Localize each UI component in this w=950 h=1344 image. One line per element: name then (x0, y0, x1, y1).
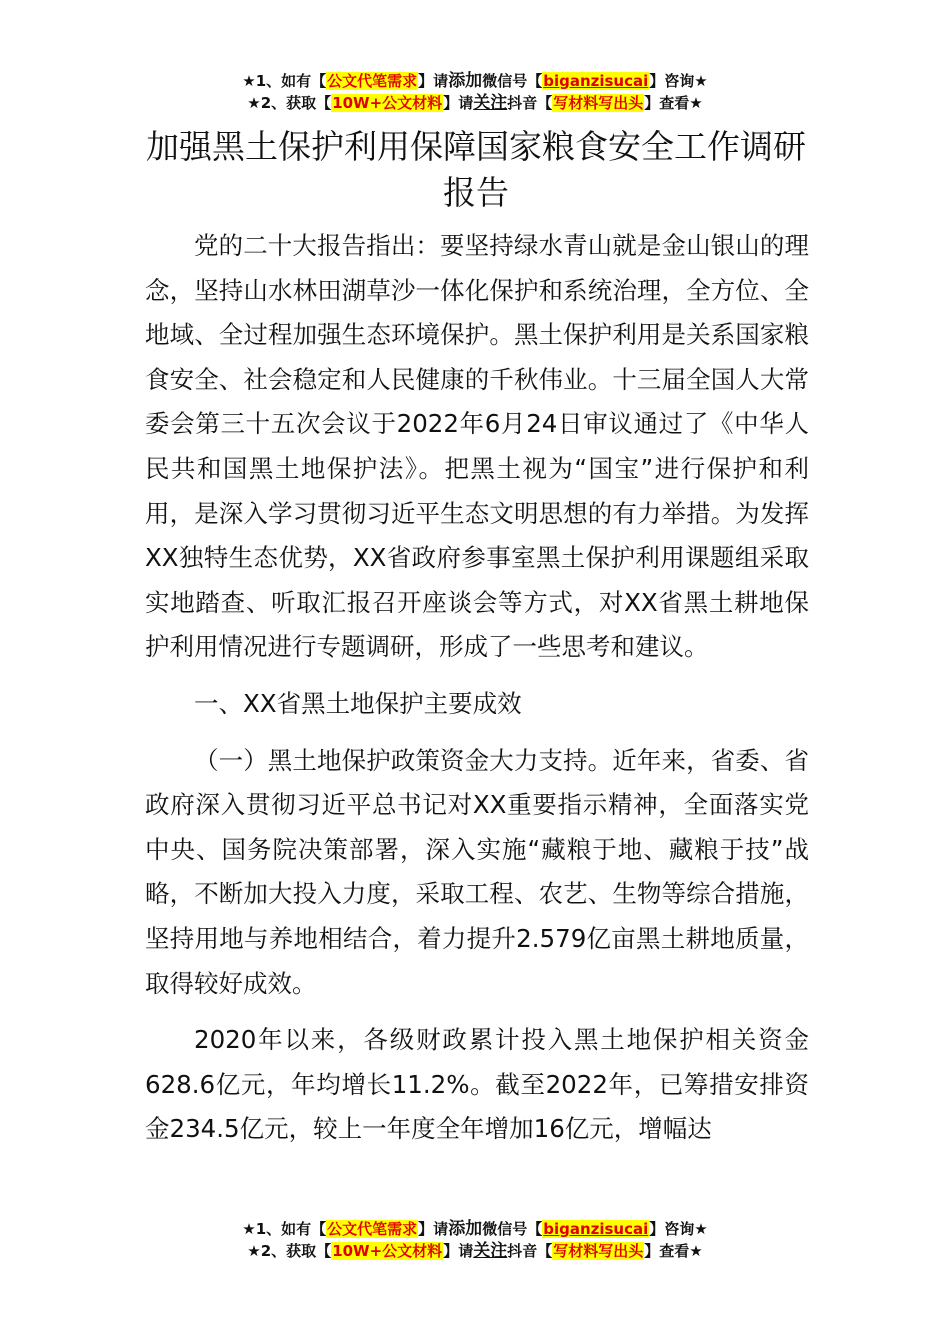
paragraph-policy-funding: （一）黑土地保护政策资金大力支持。近年来，省委、省政府深入贯彻习近平总书记对XX重要指示精神，全面落实党中央、国务院决策部署，深入实施“藏粮于地、藏粮于技”战略，不断加大投入力度，采取工程、农艺、生物等综合措施，坚持用地与养地相结合，着力提升2.579亿亩黑土耕地质量，取得较好成效。 (145, 745, 809, 998)
wechat-id-link[interactable]: biganzisucai (543, 72, 649, 90)
ghostwriting-highlight: 公文代笔需求 (327, 1220, 418, 1238)
document-title: 加强黑土保护利用保障国家粮食安全工作调研报告 (146, 127, 806, 212)
promo-banner-top (0, 70, 950, 114)
paragraph-intro: 党的二十大报告指出：要坚持绿水青山就是金山银山的理念，坚持山水林田湖草沙一体化保护和系统治理，全方位、全地域、全过程加强生态环境保护。黑土保护利用是关系国家粮食安全、社会稳定和人民健康的千秋伟业。十三届全国人大常委会第三十五次会议于2022年6月24日审议通过了《中华人民共和国黑土地保护法》。把黑土视为“国宝”进行保护和利用，是深入学习贯彻习近平生态文明思想的有力举措。为发挥XX独特生态优势，XX省政府参事室黑土保护利用课题组采取实地踏查、听取汇报召开座谈会等方式，对XX省黑土耕地保护利用情况进行专题调研，形成了一些思考和建议。 (145, 231, 809, 662)
materials-highlight: 10W+公文材料 (332, 94, 443, 112)
section-heading-1: 一、XX省黑土地保护主要成效 (194, 688, 522, 718)
wechat-id-link[interactable]: biganzisucai (543, 1220, 649, 1238)
promo-banner-bottom (0, 1218, 950, 1262)
douyin-account-highlight: 写材料写出头 (553, 1242, 644, 1260)
materials-highlight: 10W+公文材料 (332, 1242, 443, 1260)
douyin-account-highlight: 写材料写出头 (553, 94, 644, 112)
promo-line-1: ★1、如有【公文代笔需求】请添加微信号【biganzisucai】咨询★ (242, 1219, 708, 1239)
promo-line-1: ★1、如有【公文代笔需求】请添加微信号【biganzisucai】咨询★ (242, 71, 708, 91)
promo-line-2: ★2、获取【10W+公文材料】请关注抖音【写材料写出头】查看★ (247, 93, 703, 113)
promo-line-2: ★2、获取【10W+公文材料】请关注抖音【写材料写出头】查看★ (247, 1241, 703, 1261)
paragraph-funding-stats: 2020年以来，各级财政累计投入黑土地保护相关资金628.6亿元，年均增长11.2%。截至2022年，已筹措安排资金234.5亿元，较上一年度全年增加16亿元，增幅达 (145, 1025, 809, 1144)
ghostwriting-highlight: 公文代笔需求 (327, 72, 418, 90)
document-body (145, 224, 809, 1164)
